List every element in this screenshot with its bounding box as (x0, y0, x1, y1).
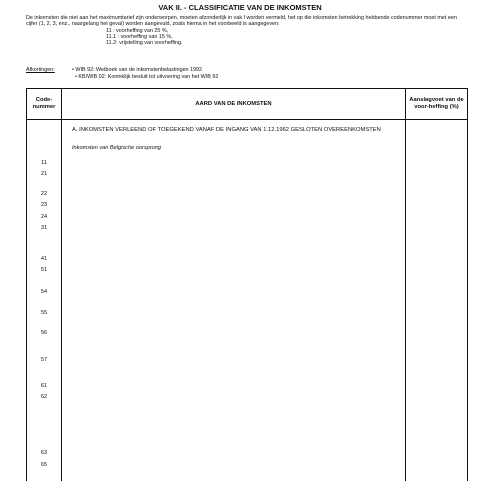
intro-rate-1: 11 : voorheffing van 25 %, (106, 27, 169, 34)
code-number: 31 (40, 225, 48, 231)
intro-text: De inkomsten die niet aan het maximumtarief zijn onderworpen, moeten afzonderlijk in vak I worden vermeld, het op die inkomsten betrekking hebbende codenummer moet met een cijfer (1, 2, 3, enz., naargelang het geval) worden aangevuld, zoals hierna in het voorbeeld is aangegeven: (26, 15, 457, 28)
code-number: 23 (40, 202, 48, 208)
section-a-heading: A. INKOMSTEN VERLEEND OF TOEGEKEND VANAF DE INGANG VAN 1.12.1962 GESLOTEN OVEREENKOMSTEN (72, 127, 381, 133)
header-code-number: Code-nummer (32, 97, 56, 110)
abbreviations (26, 67, 466, 80)
code-number: 24 (40, 214, 48, 220)
code-number: 63 (40, 450, 48, 456)
code-number: 54 (40, 289, 48, 295)
code-number: 56 (40, 330, 48, 336)
abbreviation-item: • WIB 92: Wetboek van de inkomstenbelastingen 1992 (72, 67, 203, 73)
subsection-heading: Inkomsten van Belgische oorsprong (72, 145, 161, 151)
code-number: 62 (40, 394, 48, 400)
column-divider (405, 89, 406, 481)
code-number: 65 (40, 462, 48, 468)
abbreviation-item: • KB/WIB 92: Koninklijk besluit tot uitvoering van het WIB 92 (75, 73, 219, 80)
header-nature-of-income: AARD VAN DE INKOMSTEN (195, 100, 272, 107)
intro-note (26, 15, 466, 46)
code-number: 55 (40, 310, 48, 316)
abbreviations-heading: Afkortingen: (26, 67, 55, 73)
code-number: 51 (40, 267, 48, 273)
code-number: 57 (40, 357, 48, 363)
code-number: 21 (40, 171, 48, 177)
header-withholding-rate: Aanslagvoet van de voor-heffing (%) (409, 97, 464, 110)
abbreviation-text: WIB 92: Wetboek van de inkomstenbelastingen 1992 (75, 67, 203, 73)
page-title: VAK II. - CLASSIFICATIE VAN DE INKOMSTEN (158, 3, 322, 12)
code-number: 61 (40, 383, 48, 389)
code-number: 22 (40, 191, 48, 197)
intro-rate-2: 11.1 : voorheffing van 15 %, (106, 33, 173, 40)
code-number: 11 (41, 160, 47, 166)
intro-rate-3: 11.2: vrijstelling van voorheffing. (106, 40, 183, 47)
abbreviation-text: KB/WIB 92: Koninklijk besluit tot uitvoering van het WIB 92 (78, 73, 219, 80)
header-divider (27, 119, 467, 120)
column-divider (61, 89, 62, 481)
code-number: 41 (40, 256, 48, 262)
classification-table (26, 88, 468, 481)
